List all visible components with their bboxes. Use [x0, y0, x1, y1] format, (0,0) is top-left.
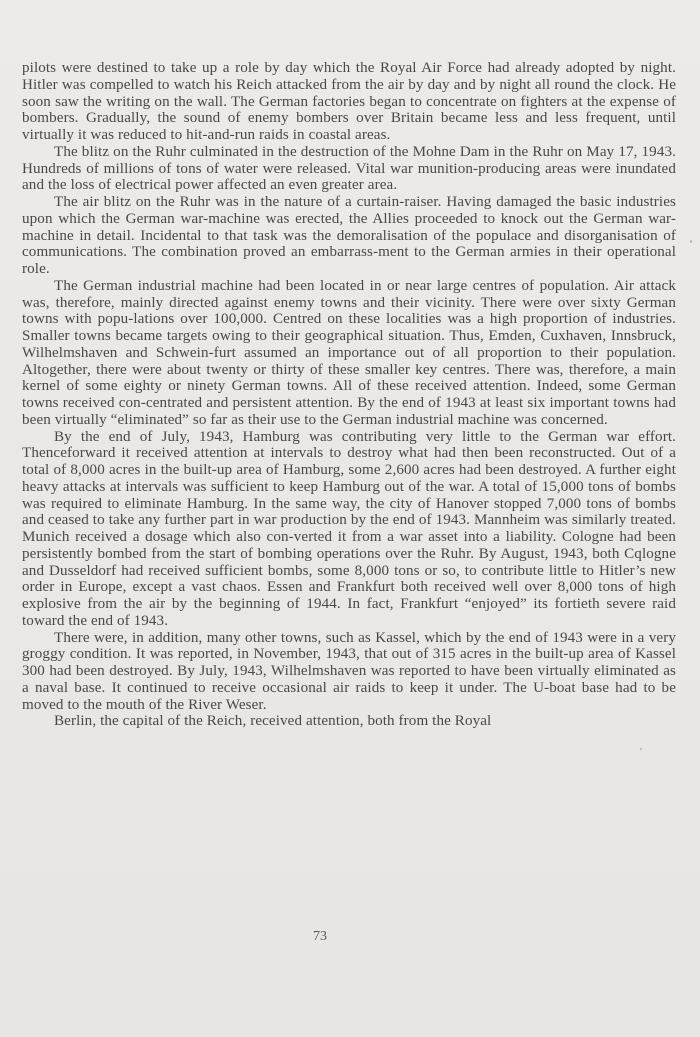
paper-speck — [690, 240, 692, 243]
page-number: 73 — [313, 929, 327, 944]
paragraph-2: The blitz on the Ruhr culminated in the destruction of the Mohne Dam in the Ruhr on May 17, 1943. Hundreds of millions of tons of water were released. Vital war munition-producing areas were inundated and the loss of electrical power affected an even greater area. — [22, 143, 676, 194]
paragraph-7: Berlin, the capital of the Reich, received attention, both from the Royal — [54, 713, 492, 730]
paragraph-4: The German industrial machine had been located in or near large centres of population. Air attack was, therefore, mainly directed against enemy towns and their vicinity. There were over sixty German towns with popu-lations over 100,000. Centred on these localities was a high proportion of industries. Smaller towns became targets owing to their geographical situation. Thus, Emden, Cuxhaven, Innsbruck, Wilhelmshaven and Schwein-furt assumed an importance out of all proportion to their population. Altogether, there were about twenty or thirty of these smaller key centres. There was, therefore, a main kernel of some eighty or ninety German towns. All of these received attention. Indeed, some German towns received con-centrated and persistent attention. By the end of 1943 at least six important towns had been virtually “eliminated” so far as their use to the German industrial machine was concerned. — [22, 277, 676, 428]
paper-speck — [640, 748, 642, 750]
paragraph-5: By the end of July, 1943, Hamburg was contributing very little to the German war effort. Thenceforward it received attention at intervals to destroy what had then been reconstructed. Out of a total of 8,000 acres in the built-up area of Hamburg, some 2,600 acres had been destroyed. A further eight heavy attacks at intervals was sufficient to keep Hamburg out of the war. A total of 15,000 tons of bombs was required to eliminate Hamburg. In the same way, the city of Hanover stopped 7,000 tons of bombs and ceased to take any further part in war production by the end of 1943. Mannheim was similarly treated. Munich received a dosage which also con-verted it from a war asset into a liability. Cologne had been persistently bombed from the start of bombing operations over the Ruhr. By August, 1943, both Cqlogne and Dusseldorf had received sufficient bombs, some 8,000 tons or so, to contribute little to Hitler’s new order in Europe, except a vast chaos. Essen and Frankfurt both received well over 8,000 tons of high explosive from the air by the beginning of 1944. In fact, Frankfurt “enjoyed” its fortieth severe raid toward the end of 1943. — [22, 428, 676, 629]
paragraph-1: pilots were destined to take up a role by day which the Royal Air Force had already adopted by night. Hitler was compelled to watch his Reich attacked from the air by day and by night all round the clock. He soon saw the writing on the wall. The German factories began to concentrate on fighters at the expense of bombers. Gradually, the sound of enemy bombers over Britain became less and less frequent, until virtually it was reduced to hit-and-run raids in coastal areas. — [22, 60, 676, 143]
paragraph-3: The air blitz on the Ruhr was in the nature of a curtain-raiser. Having damaged the basic industries upon which the German war-machine was erected, the Allies proceeded to knock out the German war-machine in detail. Incidental to that task was the demoralisation of the populace and disorganisation of communications. The combination proved an embarrass-ment to the German armies in their operational role. — [22, 194, 676, 277]
body-text — [22, 60, 676, 730]
paragraph-6: There were, in addition, many other towns, such as Kassel, which by the end of 1943 were in a very groggy condition. It was reported, in November, 1943, that out of 315 acres in the built-up area of Kassel 300 had been destroyed. By July, 1943, Wilhelmshaven was reported to have been virtually eliminated as a naval base. It continued to receive occasional air raids to keep it under. The U-boat base had to be moved to the mouth of the River Weser. — [22, 629, 676, 713]
